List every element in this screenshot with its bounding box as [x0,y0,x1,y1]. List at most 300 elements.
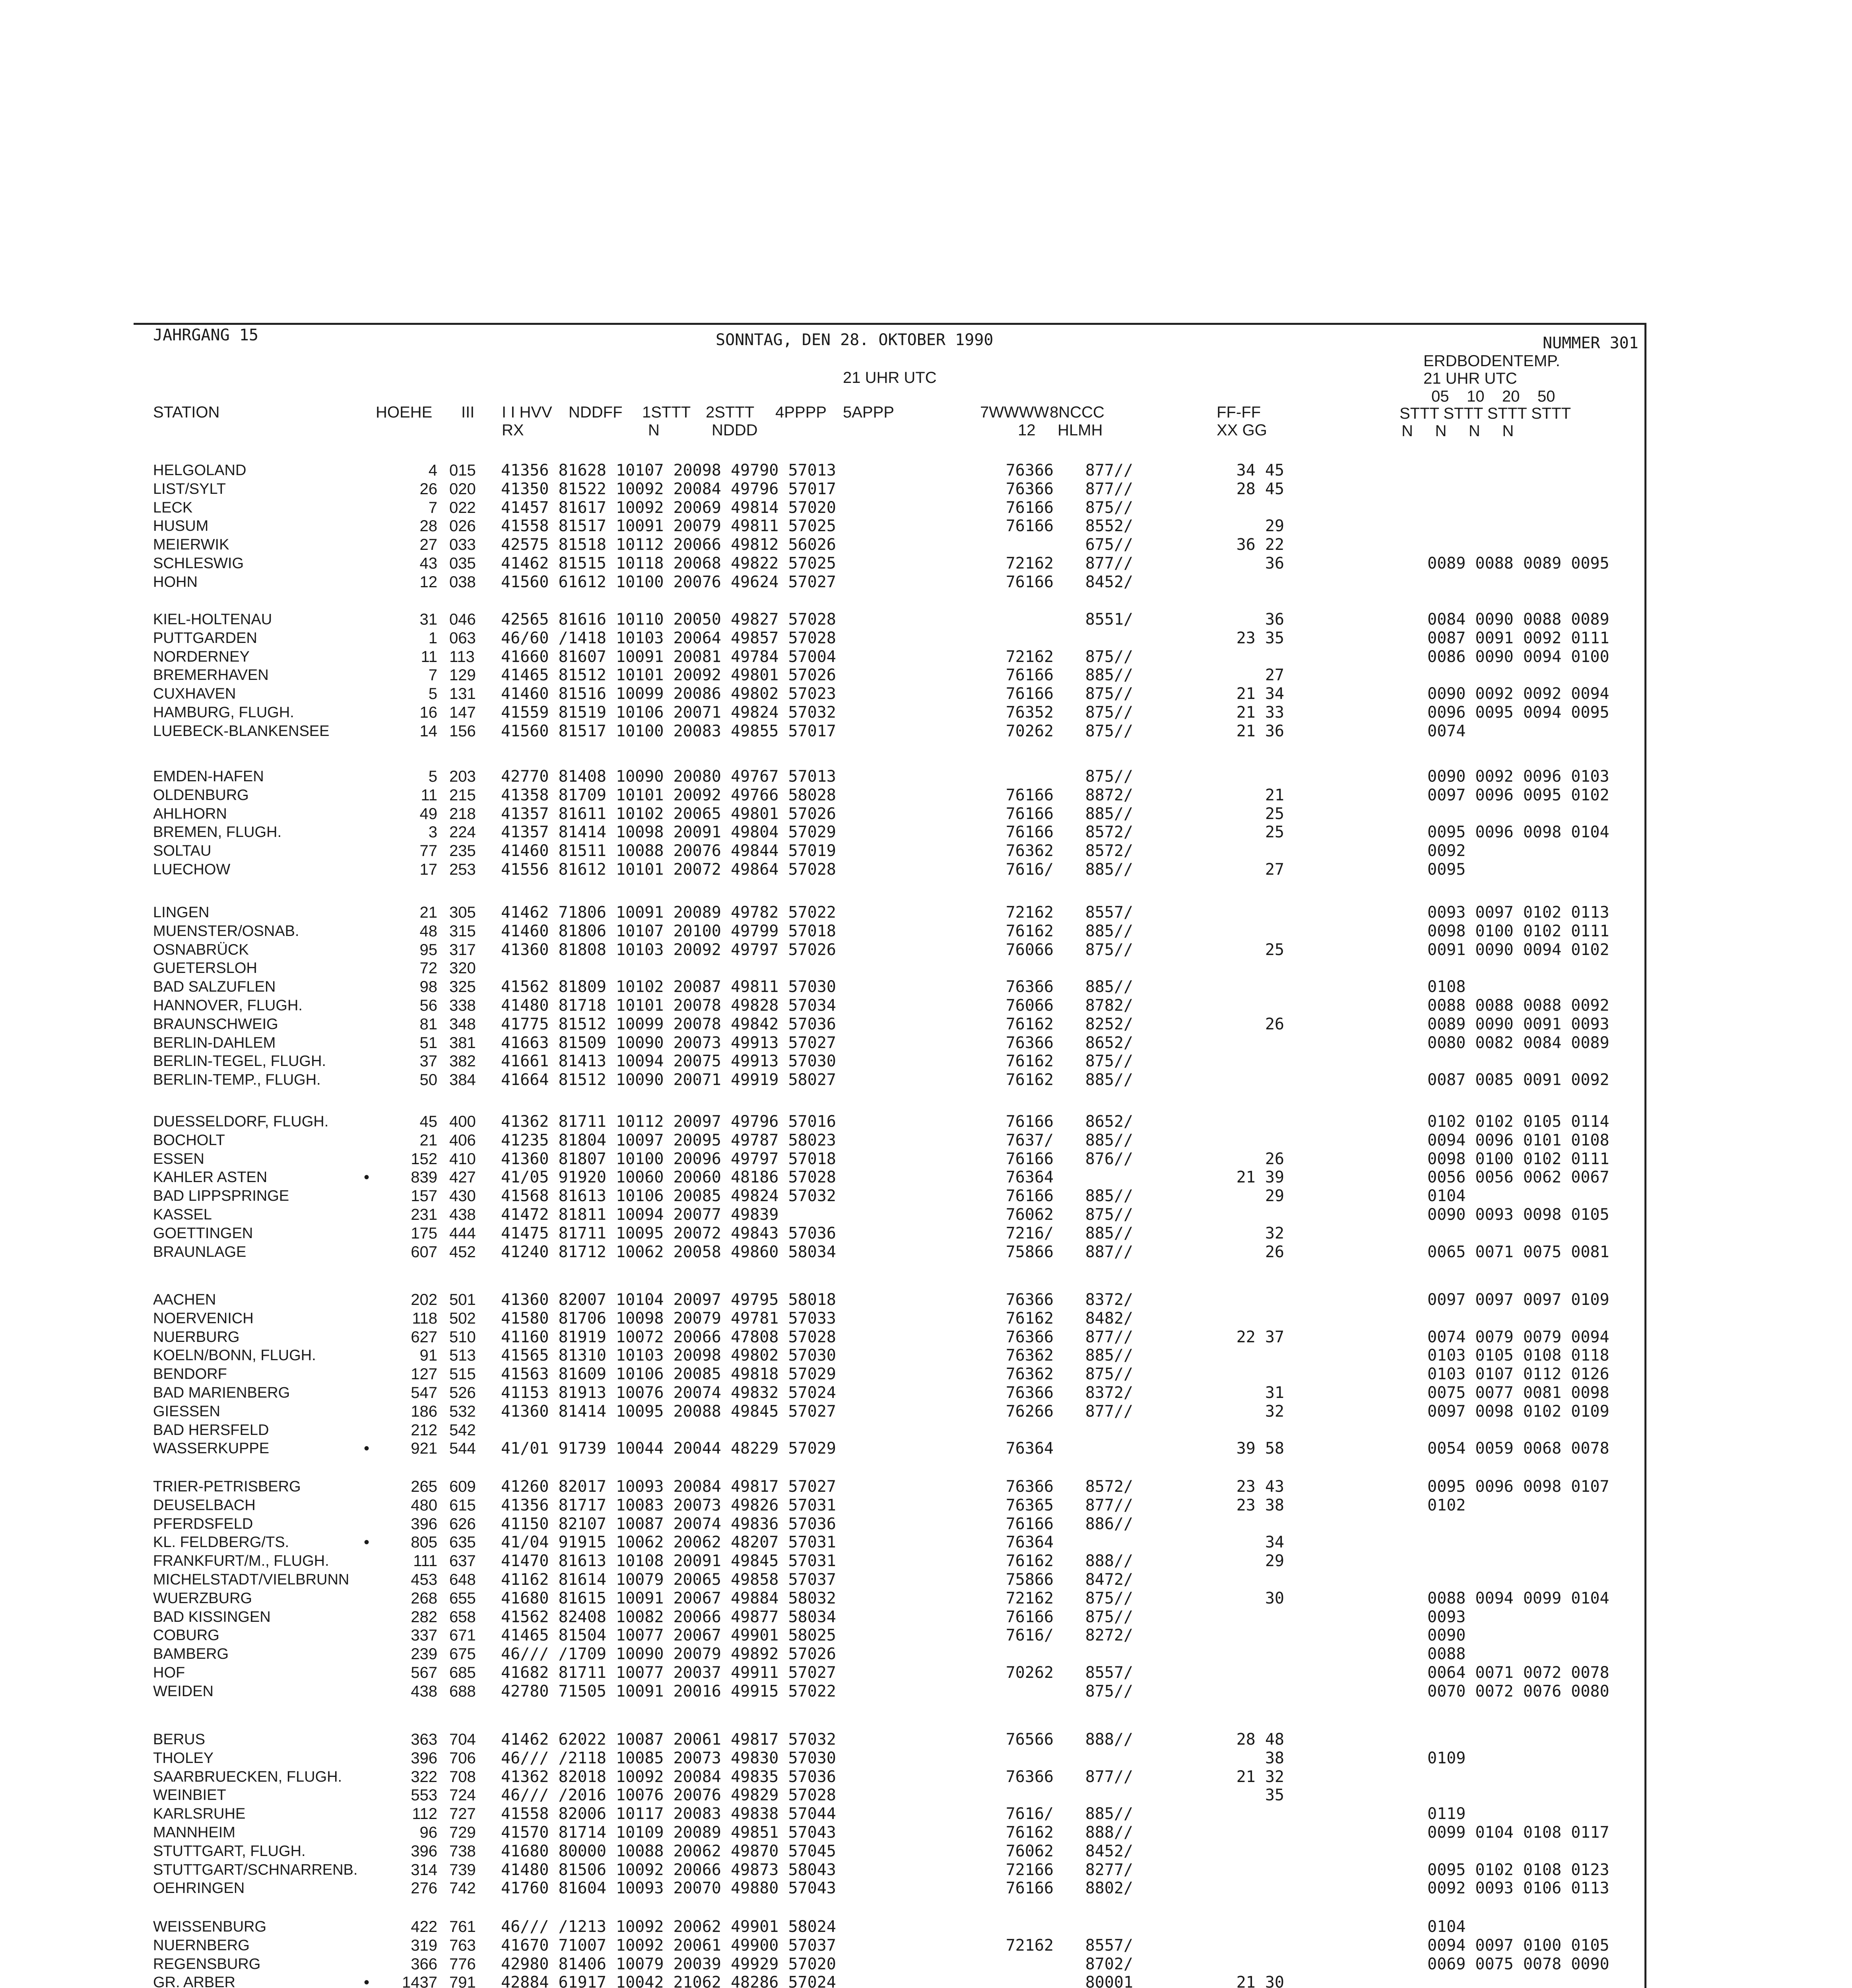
weather-group: 75866 [1006,1242,1054,1261]
station-id: 022 [449,499,476,516]
table-row [0,1786,1852,1804]
soil-temps: 0089 0088 0089 0095 [1427,554,1609,573]
synop-groups: 41350 81522 10092 20084 49796 57017 [501,480,836,498]
station-id: 763 [449,1936,476,1954]
table-row [0,842,1852,860]
station-name: OLDENBURG [153,786,249,804]
weather-group: 76362 [1006,842,1054,860]
station-height: 607 [411,1243,437,1261]
cloud-group: 875// [1085,498,1133,517]
station-height: 118 [412,1309,437,1327]
station-id: 655 [449,1589,476,1607]
station-id: 658 [449,1608,476,1626]
station-id: 444 [449,1224,476,1242]
cloud-group: 8572/ [1085,842,1133,860]
synop-groups: 46/// /1709 10090 20079 49892 57026 [501,1645,836,1664]
table-row [0,1071,1852,1089]
table-row [0,860,1852,879]
station-id: 685 [449,1664,476,1681]
station-id: 729 [449,1824,476,1841]
weather-group: 76162 [1006,1309,1054,1328]
gust-group: 25 [1265,940,1284,959]
weather-group: 72162 [1006,1936,1054,1955]
station-height: 322 [411,1768,437,1786]
soil-temps: 0056 0056 0062 0067 [1427,1168,1609,1187]
soil-temps: 0095 0096 0098 0104 [1427,823,1609,842]
soil-temps: 0087 0085 0091 0092 [1427,1071,1609,1089]
station-height: 21 [419,1131,437,1149]
weather-group: 76166 [1006,1607,1054,1626]
cloud-group: 875// [1085,1206,1133,1224]
weather-group: 72162 [1006,903,1054,922]
station-name: BAD SALZUFLEN [153,978,276,996]
table-row [0,703,1852,722]
station-id: 113 [449,648,475,666]
weather-group: 76364 [1006,1168,1054,1187]
station-height: 21 [419,904,437,921]
station-name: LECK [153,499,193,516]
synop-groups: 41357 81414 10098 20091 49804 57029 [501,823,836,842]
soil-temps: 0095 0096 0098 0107 [1427,1477,1609,1496]
cloud-group: 8557/ [1085,1664,1133,1682]
synop-groups: 41153 81913 10076 20074 49832 57024 [501,1384,836,1402]
cloud-group: 885// [1085,1131,1133,1149]
station-name: BRAUNLAGE [153,1243,247,1260]
station-name: STUTTGART/SCHNARRENB. [153,1861,358,1878]
soil-temps: 0080 0082 0084 0089 [1427,1033,1609,1052]
station-id: 156 [449,722,476,740]
table-row [0,1384,1852,1402]
soil-temp-time: 21 UHR UTC [1423,370,1517,387]
station-id: 430 [449,1187,476,1205]
station-name: AACHEN [153,1291,216,1308]
weather-group: 76166 [1006,1149,1054,1168]
gust-group: 30 [1265,1589,1284,1607]
synop-groups: 41358 81709 10101 20092 49766 58028 [501,786,836,804]
station-height: 480 [411,1496,437,1514]
cloud-group: 875// [1085,703,1133,722]
synop-groups: 42884 61917 10042 21062 48286 57024 [501,1973,836,1988]
table-row [0,1533,1852,1551]
station-height: 26 [419,480,437,498]
station-name: KIEL-HOLTENAU [153,611,272,628]
synop-groups: 42780 71505 10091 20016 49915 57022 [501,1682,836,1701]
soil-temps: 0096 0095 0094 0095 [1427,703,1609,722]
soil-temps: 0109 [1427,1749,1466,1767]
station-name: LUEBECK-BLANKENSEE [153,722,330,740]
col-8nccc: 8NCCC [1050,404,1105,421]
gust-group: 25 [1265,804,1284,823]
issue-number: NUMMER 301 [1543,334,1638,352]
cloud-group: 877// [1085,1328,1133,1346]
table-row [0,1626,1852,1644]
table-row [0,499,1852,517]
soil-temps: 0089 0090 0091 0093 [1427,1015,1609,1033]
station-height: 805 [411,1534,437,1551]
synop-groups: 41565 81310 10103 20098 49802 57030 [501,1346,836,1365]
table-row [0,1768,1852,1786]
synop-groups: 41465 81504 10077 20067 49901 58025 [501,1626,836,1645]
station-name: GUETERSLOH [153,960,257,977]
station-name: KARLSRUHE [153,1806,246,1823]
station-height: 231 [411,1206,437,1223]
station-height: 72 [419,959,437,977]
soil-temps: 0084 0090 0088 0089 [1427,610,1609,629]
station-height: 111 [413,1552,437,1570]
station-name: MUENSTER/OSNAB. [153,922,299,940]
station-height: 37 [419,1052,437,1070]
station-height: 31 [419,611,437,628]
station-name: MICHELSTADT/VIELBRUNN [153,1571,349,1588]
weather-group: 70262 [1006,1664,1054,1682]
weather-group: 76166 [1006,1879,1054,1898]
table-row [0,823,1852,841]
station-height: 56 [419,997,437,1014]
cloud-group: 877// [1085,1767,1133,1786]
station-height: 319 [411,1936,437,1954]
synop-groups: 42565 81616 10110 20050 49827 57028 [501,610,836,629]
weather-group: 76566 [1006,1730,1054,1749]
synop-groups: 41682 81711 10077 20037 49911 57027 [501,1664,836,1682]
cloud-group: 875// [1085,1589,1133,1607]
table-row [0,1645,1852,1663]
synop-groups: 41460 81511 10088 20076 49844 57019 [501,842,836,860]
weather-group: 76366 [1006,1291,1054,1309]
table-row [0,1291,1852,1309]
weather-group: 76166 [1006,666,1054,685]
soil-temps: 0090 [1427,1626,1466,1645]
synop-groups: 41660 81607 10091 20081 49784 57004 [501,647,836,666]
table-row [0,1224,1852,1242]
station-name: LINGEN [153,904,210,921]
cloud-group: 8782/ [1085,996,1133,1015]
station-height: 567 [411,1664,437,1681]
soil-temps: 0074 [1427,722,1466,740]
synop-groups: 41560 81517 10100 20083 49855 57017 [501,722,836,740]
cloud-group: 885// [1085,1071,1133,1089]
table-row [0,1515,1852,1533]
soil-temps: 0097 0098 0102 0109 [1427,1402,1609,1421]
table-row [0,1309,1852,1328]
gust-group: 23 38 [1236,1496,1284,1514]
soil-temps: 0070 0072 0076 0080 [1427,1682,1609,1701]
table-row [0,805,1852,823]
station-name: EMDEN-HAFEN [153,768,264,785]
soil-temps: 0093 [1427,1607,1466,1626]
weather-group: 72166 [1006,1860,1054,1879]
weather-group: 76162 [1006,922,1054,940]
soil-temps: 0075 0077 0081 0098 [1427,1384,1609,1402]
gust-group: 21 34 [1236,685,1284,703]
table-row [0,629,1852,647]
synop-groups: 41558 82006 10117 20083 49838 57044 [501,1805,836,1823]
cloud-group: 8557/ [1085,903,1133,922]
table-row [0,480,1852,498]
station-height: 7 [428,499,437,516]
station-height: 3 [428,823,437,841]
station-name: AHLHORN [153,805,227,822]
table-row [0,1936,1852,1955]
station-height: 11 [421,648,437,666]
station-height: 553 [411,1786,437,1804]
table-row [0,573,1852,591]
soil-temps: 0103 0107 0112 0126 [1427,1365,1609,1384]
station-id: 325 [449,978,476,996]
station-name: PUTTGARDEN [153,629,257,646]
station-height: 366 [411,1955,437,1973]
soil-temps: 0104 [1427,1918,1466,1936]
table-row [0,1052,1852,1070]
station-id: 742 [449,1879,476,1897]
station-name: BERLIN-TEMP., FLUGH. [153,1072,321,1089]
station-name: WEIDEN [153,1683,214,1700]
station-name: ESSEN [153,1150,204,1167]
soil-temps: 0097 0096 0095 0102 [1427,786,1609,804]
weather-group: 76362 [1006,1346,1054,1365]
weather-group: 7637/ [1006,1131,1054,1149]
table-row [0,1346,1852,1365]
soil-temps: 0088 [1427,1645,1466,1664]
station-height: 157 [411,1187,437,1205]
col-7wwww: 7WWWW [980,404,1049,421]
synop-groups: 42980 81406 10079 20039 49929 57020 [501,1955,836,1973]
station-height: 127 [411,1365,437,1383]
table-row [0,666,1852,684]
station-height: 921 [411,1440,437,1458]
station-id: 320 [449,959,476,977]
station-height: 12 [419,573,437,591]
weather-group: 72162 [1006,647,1054,666]
station-height: 396 [411,1842,437,1860]
weather-group: 76166 [1006,1187,1054,1206]
cloud-group: 885// [1085,860,1133,879]
col-4pppp: 4PPPP [775,404,827,421]
table-row [0,1589,1852,1607]
cloud-group: 877// [1085,554,1133,573]
station-id: 776 [449,1955,476,1973]
weather-group: 76166 [1006,1514,1054,1533]
station-id: 501 [449,1291,476,1309]
gust-group: 26 [1265,1015,1284,1033]
synop-groups: 41568 81613 10106 20085 49824 57032 [501,1187,836,1206]
station-id: 235 [449,842,476,860]
synop-groups: 41475 81711 10095 20072 49843 57036 [501,1224,836,1242]
table-row [0,1402,1852,1421]
gust-group: 34 [1265,1533,1284,1552]
col-2sttt: 2STTT [706,404,755,421]
cloud-group: 875// [1085,940,1133,959]
table-row [0,1552,1852,1570]
synop-groups: 41460 81806 10107 20100 49799 57018 [501,922,836,940]
soil-temps: 0074 0079 0079 0094 [1427,1328,1609,1346]
weather-group: 76162 [1006,1071,1054,1089]
cloud-group: 885// [1085,1187,1133,1206]
station-id: 542 [449,1421,476,1439]
weather-group: 76062 [1006,1842,1054,1860]
table-row [0,1823,1852,1842]
station-name: KL. FELDBERG/TS. [153,1534,289,1551]
synop-groups: 41162 81614 10079 20065 49858 57037 [501,1571,836,1589]
synop-groups: 41/04 91915 10062 20062 48207 57031 [501,1533,836,1552]
table-row [0,1955,1852,1973]
station-height: 49 [419,805,437,823]
soil-temps: 0097 0097 0097 0109 [1427,1291,1609,1309]
station-name: HAMBURG, FLUGH. [153,704,294,721]
synop-groups: 41360 81808 10103 20092 49797 57026 [501,940,836,959]
station-height: 5 [428,768,437,785]
station-name: NUERNBERG [153,1937,250,1954]
station-id: 020 [449,480,476,498]
station-id: 063 [449,629,476,647]
synop-groups: 41160 81919 10072 20066 47808 57028 [501,1328,836,1346]
synop-groups: 41558 81517 10091 20079 49811 57025 [501,517,836,536]
table-row [0,517,1852,535]
station-name: OEHRINGEN [153,1880,245,1897]
station-id: 305 [449,904,476,921]
station-height: 91 [419,1347,437,1365]
cloud-group: 675// [1085,536,1133,554]
synop-groups: 41356 81717 10083 20073 49826 57031 [501,1496,836,1514]
soil-temps: 0103 0105 0108 0118 [1427,1346,1609,1365]
weather-group: 76162 [1006,1015,1054,1033]
station-name: WEISSENBURG [153,1918,267,1935]
station-height: 212 [411,1421,437,1439]
cloud-group: 8482/ [1085,1309,1133,1328]
observation-time: 21 UHR UTC [843,369,937,386]
synop-groups: 41661 81413 10094 20075 49913 57030 [501,1052,836,1071]
table-row [0,1805,1852,1823]
mountain-station-mark: • [364,1169,370,1186]
cloud-group: 8652/ [1085,1112,1133,1131]
col-ffff-sub: XX GG [1217,421,1267,439]
table-row [0,1496,1852,1514]
table-row [0,1973,1852,1988]
station-height: 268 [411,1589,437,1607]
synop-groups: 41240 81712 10062 20058 49860 58034 [501,1242,836,1261]
weather-group: 76166 [1006,498,1054,517]
table-row [0,922,1852,940]
station-height: 50 [419,1071,437,1089]
station-height: 396 [411,1515,437,1533]
station-name: COBURG [153,1627,219,1644]
soil-temps: 0098 0100 0102 0111 [1427,1149,1609,1168]
weather-group: 76364 [1006,1533,1054,1552]
synop-groups: 41680 80000 10088 20062 49870 57045 [501,1842,836,1860]
cloud-group: 885// [1085,1346,1133,1365]
gust-group: 22 37 [1236,1328,1284,1346]
synop-groups: 41680 81615 10091 20067 49884 58032 [501,1589,836,1607]
station-name: BAD HERSFELD [153,1421,269,1439]
synop-groups: 41462 71806 10091 20089 49782 57022 [501,903,836,922]
weather-group: 72162 [1006,554,1054,573]
synop-groups: 41462 62022 10087 20061 49817 57032 [501,1730,836,1749]
station-id: 382 [449,1052,476,1070]
mountain-station-mark: • [364,1440,370,1458]
station-name: LIST/SYLT [153,480,226,497]
station-id: 510 [449,1328,476,1346]
cloud-group: 8372/ [1085,1291,1133,1309]
col-5appp: 5APPP [843,404,894,421]
station-id: 381 [449,1034,476,1052]
table-row [0,1730,1852,1749]
synop-groups: 42770 81408 10090 20080 49767 57013 [501,767,836,786]
soil-temps: 0119 [1427,1805,1466,1823]
table-row [0,1749,1852,1767]
station-id: 452 [449,1243,476,1261]
weather-group: 76362 [1006,1365,1054,1384]
station-height: 28 [419,517,437,535]
gust-group: 26 [1265,1149,1284,1168]
station-id: 671 [449,1627,476,1644]
station-name: THOLEY [153,1749,214,1767]
soil-temps: 0088 0088 0088 0092 [1427,996,1609,1015]
weather-group: 76166 [1006,804,1054,823]
station-name: GIESSEN [153,1403,220,1420]
table-row [0,767,1852,786]
table-row [0,1131,1852,1149]
station-height: 16 [419,704,437,721]
weather-group: 76166 [1006,823,1054,842]
weather-group: 70262 [1006,722,1054,740]
station-height: 45 [419,1113,437,1130]
station-height: 98 [419,978,437,996]
weather-group: 75866 [1006,1571,1054,1589]
soil-temps: 0094 0097 0100 0105 [1427,1936,1609,1955]
station-name: NORDERNEY [153,648,250,665]
cloud-group: 8572/ [1085,1477,1133,1496]
gust-group: 21 30 [1236,1973,1284,1988]
station-height: 186 [411,1402,437,1420]
cloud-group: 877// [1085,461,1133,480]
station-id: 131 [449,685,476,703]
cloud-group: 887// [1085,1242,1133,1261]
station-height: 627 [411,1328,437,1346]
station-height: 239 [411,1645,437,1663]
station-height: 11 [421,786,437,804]
gust-group: 21 32 [1236,1767,1284,1786]
synop-groups: 41460 81516 10099 20086 49802 57023 [501,685,836,703]
station-id: 515 [449,1365,476,1383]
soil-temps: 0102 0102 0105 0114 [1427,1112,1609,1131]
synop-groups: 41360 81414 10095 20088 49845 57027 [501,1402,836,1421]
synop-groups: 41760 81604 10093 20070 49880 57043 [501,1879,836,1898]
station-name: DUESSELDORF, FLUGH. [153,1113,329,1130]
synop-groups: 42575 81518 10112 20066 49812 56026 [501,536,836,554]
gust-group: 26 [1265,1242,1284,1261]
station-name: CUXHAVEN [153,685,236,703]
soil-temps: 0064 0071 0072 0078 [1427,1664,1609,1682]
cloud-group: 877// [1085,1402,1133,1421]
station-id: 218 [449,805,476,823]
station-id: 026 [449,517,476,535]
weather-group: 76366 [1006,1328,1054,1346]
station-id: 727 [449,1805,476,1823]
station-id: 526 [449,1384,476,1402]
col-iihvv-sub: RX [502,421,524,439]
synop-groups: 41560 61612 10100 20076 49624 57027 [501,573,836,591]
soil-temps: 0093 0097 0102 0113 [1427,903,1609,922]
cloud-group: 8552/ [1085,517,1133,536]
station-id: 147 [449,704,476,721]
cloud-group: 876// [1085,1149,1133,1168]
station-height: 1437 [402,1974,437,1988]
station-name: MEIERWIK [153,536,229,553]
soil-temps: 0065 0071 0075 0081 [1427,1242,1609,1261]
gust-group: 35 [1265,1786,1284,1805]
weather-group: 76166 [1006,517,1054,536]
synop-groups: 41357 81611 10102 20065 49801 57026 [501,804,836,823]
station-name: LUECHOW [153,861,231,878]
